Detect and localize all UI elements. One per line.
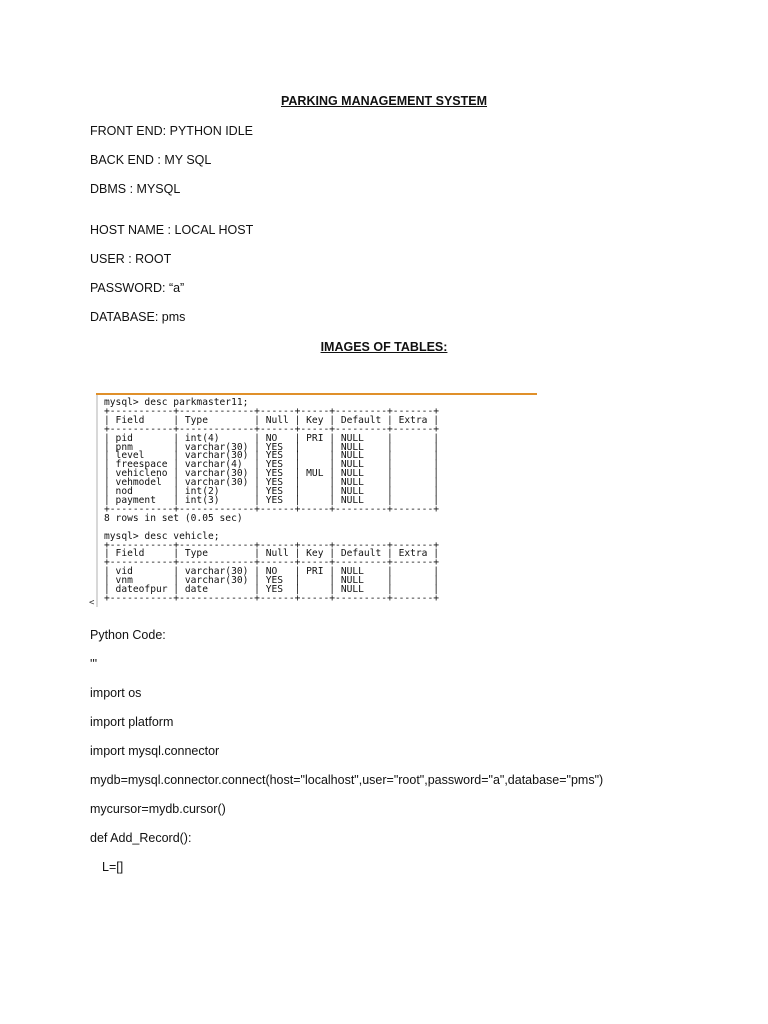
user-line: USER : ROOT bbox=[90, 252, 172, 266]
console-line: | Field | Type | Null | Key | Default | Extra | bbox=[104, 548, 440, 560]
console-line: mysql> desc vehicle; bbox=[104, 530, 220, 542]
console-line: | level | varchar(30) | YES | | NULL | | bbox=[104, 450, 440, 462]
mysql-console-screenshot bbox=[96, 393, 537, 607]
front-end-line: FRONT END: PYTHON IDLE bbox=[90, 124, 253, 138]
screenshot-left-edge bbox=[96, 395, 98, 607]
console-line: | pnm | varchar(30) | YES | | NULL | | bbox=[104, 441, 440, 453]
code-line: def Add_Record(): bbox=[90, 831, 192, 845]
images-heading: IMAGES OF TABLES: bbox=[320, 340, 448, 354]
back-end-line: BACK END : MY SQL bbox=[90, 153, 212, 167]
code-line: import mysql.connector bbox=[90, 744, 220, 758]
console-line: | pid | int(4) | NO | PRI | NULL | | bbox=[104, 432, 440, 444]
console-line: | dateofpur | date | YES | | NULL | | bbox=[104, 584, 440, 596]
code-line: mycursor=mydb.cursor() bbox=[90, 802, 226, 816]
console-line: 8 rows in set (0.05 sec) bbox=[104, 512, 243, 524]
console-line: | Field | Type | Null | Key | Default | Extra | bbox=[104, 414, 440, 426]
console-line: | vnm | varchar(30) | YES | | NULL | | bbox=[104, 575, 440, 587]
console-line: | freespace | varchar(4) | YES | | NULL | | bbox=[104, 459, 440, 471]
dbms-line: DBMS : MYSQL bbox=[90, 182, 181, 196]
code-line: mydb=mysql.connector.connect(host="localhost",user="root",password="a",database="pms") bbox=[90, 773, 604, 787]
code-heading: Python Code: bbox=[90, 628, 166, 642]
console-line: | vehicleno | varchar(30) | YES | MUL | NULL | | bbox=[104, 468, 440, 480]
console-line: | nod | int(2) | YES | | NULL | | bbox=[104, 486, 440, 498]
database-line: DATABASE: pms bbox=[90, 310, 186, 324]
code-line: import os bbox=[90, 686, 142, 700]
console-line: +-----------+-------------+------+-----+---------+-------+ bbox=[104, 423, 440, 435]
code-line: ''' bbox=[90, 657, 98, 671]
console-line: | payment | int(3) | YES | | NULL | | bbox=[104, 494, 440, 506]
screenshot-top-border bbox=[96, 393, 537, 395]
code-line: L=[] bbox=[102, 860, 124, 874]
console-line: +-----------+-------------+------+-----+---------+-------+ bbox=[104, 592, 440, 604]
document-title: PARKING MANAGEMENT SYSTEM bbox=[280, 94, 488, 108]
console-line: +-----------+-------------+------+-----+---------+-------+ bbox=[104, 503, 440, 515]
host-name-line: HOST NAME : LOCAL HOST bbox=[90, 223, 254, 237]
console-line: +-----------+-------------+------+-----+---------+-------+ bbox=[104, 539, 440, 551]
console-line: +-----------+-------------+------+-----+---------+-------+ bbox=[104, 405, 440, 417]
password-line: PASSWORD: “a” bbox=[90, 281, 185, 295]
code-line: import platform bbox=[90, 715, 174, 729]
console-line: mysql> desc parkmaster11; bbox=[104, 397, 249, 408]
scroll-left-icon[interactable]: < bbox=[89, 598, 95, 608]
console-output bbox=[104, 399, 439, 604]
console-line: +-----------+-------------+------+-----+---------+-------+ bbox=[104, 557, 440, 569]
console-line: | vehmodel | varchar(30) | YES | | NULL | | bbox=[104, 477, 440, 489]
console-line: | vid | varchar(30) | NO | PRI | NULL | | bbox=[104, 566, 440, 578]
